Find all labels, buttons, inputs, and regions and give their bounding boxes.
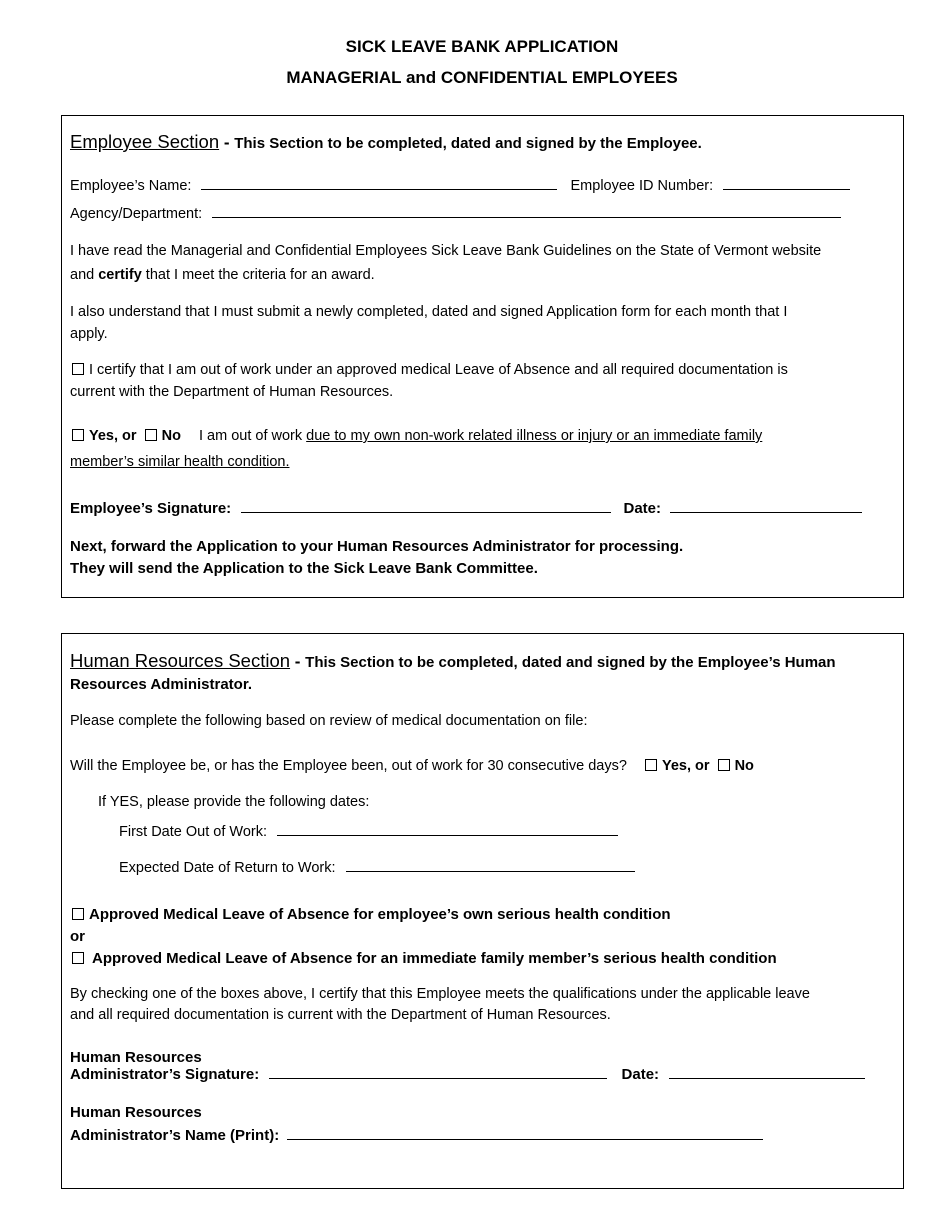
form-subtitle: MANAGERIAL and CONFIDENTIAL EMPLOYEES xyxy=(286,68,678,87)
employee-signature-field[interactable] xyxy=(241,511,611,513)
hr-certify-line1: By checking one of the boxes above, I certify that this Employee meets the qualifications under the applicable leave xyxy=(70,986,810,1002)
certify-leave-row: I certify that I am out of work under an approved medical Leave of Absence and all required documentation is xyxy=(72,362,788,378)
hr-signature-label-line1: Human Resources xyxy=(70,1049,202,1066)
guidelines-para-line2: and certify that I meet the criteria for an award. xyxy=(70,267,375,283)
hr-no-checkbox[interactable] xyxy=(718,759,730,771)
monthly-para-line1: I also understand that I must submit a newly completed, dated and signed Application form for each month that I xyxy=(70,304,788,320)
agency-row: Agency/Department: xyxy=(70,206,841,222)
hr-yes-checkbox[interactable] xyxy=(645,759,657,771)
guidelines-para-line1: I have read the Managerial and Confidential Employees Sick Leave Bank Guidelines on the State of Vermont website xyxy=(70,243,822,259)
consecutive-days-row: Will the Employee be, or has the Employee been, out of work for 30 consecutive days? Yes, or No xyxy=(70,758,754,774)
employee-section-heading: Employee Section - This Section to be completed, dated and signed by the Employee. xyxy=(70,131,702,152)
first-date-field[interactable] xyxy=(277,834,618,836)
forward-line2: They will send the Application to the Sick Leave Bank Committee. xyxy=(70,560,538,577)
employee-no-checkbox[interactable] xyxy=(145,429,157,441)
first-date-row: First Date Out of Work: xyxy=(119,824,618,840)
hr-certify-line2: and all required documentation is current with the Department of Human Resources. xyxy=(70,1007,611,1023)
employee-yes-checkbox[interactable] xyxy=(72,429,84,441)
hr-heading-line2: Resources Administrator. xyxy=(70,676,252,693)
employee-date-field[interactable] xyxy=(670,511,862,513)
monthly-para-line2: apply. xyxy=(70,326,108,342)
employee-name-field[interactable] xyxy=(201,188,557,190)
return-date-row: Expected Date of Return to Work: xyxy=(119,860,635,876)
form-title: SICK LEAVE BANK APPLICATION xyxy=(345,37,619,56)
certify-leave-checkbox[interactable] xyxy=(72,363,84,375)
hr-name-row: Administrator’s Name (Print): xyxy=(70,1127,763,1144)
out-of-work-line2: member’s similar health condition. xyxy=(70,454,290,470)
approved-own-row: Approved Medical Leave of Absence for employee’s own serious health condition xyxy=(72,906,671,923)
hr-signature-field[interactable] xyxy=(269,1077,607,1079)
agency-field[interactable] xyxy=(212,216,841,218)
approved-family-row: Approved Medical Leave of Absence for an immediate family member’s serious health condition xyxy=(72,950,777,967)
hr-intro: Please complete the following based on review of medical documentation on file: xyxy=(70,713,588,729)
return-date-field[interactable] xyxy=(346,870,635,872)
if-yes-text: If YES, please provide the following dates: xyxy=(98,794,370,810)
hr-name-label-line1: Human Resources xyxy=(70,1104,202,1121)
out-of-work-row: Yes, or No I am out of work due to my own non-work related illness or injury or an immediate family xyxy=(72,428,762,444)
employee-id-field[interactable] xyxy=(723,188,850,190)
hr-date-field[interactable] xyxy=(669,1077,865,1079)
employee-signature-row: Employee’s Signature: Date: xyxy=(70,500,862,517)
or-text: or xyxy=(70,928,85,945)
employee-name-row: Employee’s Name: Employee ID Number: xyxy=(70,178,850,194)
approved-own-checkbox[interactable] xyxy=(72,908,84,920)
certify-leave-line2: current with the Department of Human Resources. xyxy=(70,384,394,400)
hr-name-field[interactable] xyxy=(287,1138,763,1140)
hr-section-heading: Human Resources Section - This Section to be completed, dated and signed by the Employee’s Human xyxy=(70,650,836,671)
forward-line1: Next, forward the Application to your Human Resources Administrator for processing. xyxy=(70,538,684,555)
approved-family-checkbox[interactable] xyxy=(72,952,84,964)
hr-signature-row: Administrator’s Signature: Date: xyxy=(70,1066,865,1083)
